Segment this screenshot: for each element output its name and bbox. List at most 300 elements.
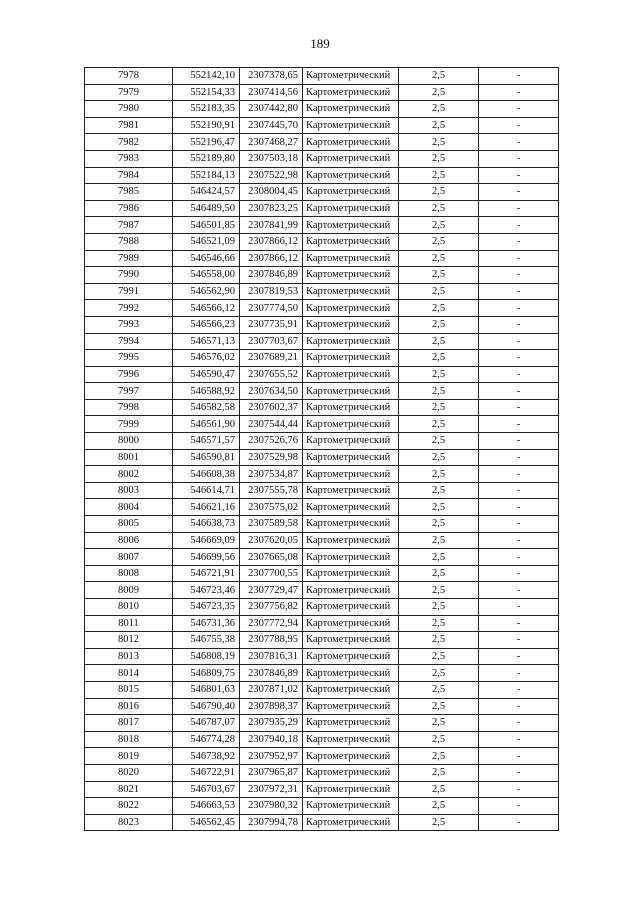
point-number-cell: 8004 <box>85 499 173 516</box>
table-row <box>85 333 559 350</box>
x-coordinate-cell: 546562,90 <box>173 283 240 300</box>
x-coordinate-cell: 546669,09 <box>173 532 240 549</box>
table-row <box>85 764 559 781</box>
accuracy-cell: 2,5 <box>399 416 479 433</box>
method-cell: Картометрический <box>303 267 399 284</box>
table-row <box>85 250 559 267</box>
description-cell: - <box>479 698 559 715</box>
page-number: 189 <box>310 36 330 51</box>
point-number-cell: 7981 <box>85 117 173 134</box>
y-coordinate-cell: 2307442,80 <box>240 101 303 118</box>
x-coordinate-cell: 546571,57 <box>173 433 240 450</box>
point-number-cell: 7999 <box>85 416 173 433</box>
table-row <box>85 366 559 383</box>
description-cell: - <box>479 433 559 450</box>
table-row <box>85 433 559 450</box>
point-number-cell: 8014 <box>85 665 173 682</box>
point-number-cell: 8007 <box>85 549 173 566</box>
accuracy-cell: 2,5 <box>399 532 479 549</box>
method-cell: Картометрический <box>303 764 399 781</box>
x-coordinate-cell: 546774,28 <box>173 731 240 748</box>
method-cell: Картометрический <box>303 615 399 632</box>
table-row <box>85 715 559 732</box>
point-number-cell: 8001 <box>85 449 173 466</box>
y-coordinate-cell: 2307952,97 <box>240 748 303 765</box>
x-coordinate-cell: 552142,10 <box>173 68 240 85</box>
method-cell: Картометрический <box>303 648 399 665</box>
x-coordinate-cell: 546638,73 <box>173 516 240 533</box>
table-row <box>85 449 559 466</box>
table-row <box>85 283 559 300</box>
point-number-cell: 8005 <box>85 516 173 533</box>
x-coordinate-cell: 546808,19 <box>173 648 240 665</box>
method-cell: Картометрический <box>303 167 399 184</box>
y-coordinate-cell: 2307935,29 <box>240 715 303 732</box>
point-number-cell: 8012 <box>85 632 173 649</box>
coordinates-table <box>84 67 559 831</box>
x-coordinate-cell: 546521,09 <box>173 233 240 250</box>
accuracy-cell: 2,5 <box>399 134 479 151</box>
point-number-cell: 7978 <box>85 68 173 85</box>
point-number-cell: 7998 <box>85 399 173 416</box>
x-coordinate-cell: 546703,67 <box>173 781 240 798</box>
description-cell: - <box>479 532 559 549</box>
accuracy-cell: 2,5 <box>399 499 479 516</box>
x-coordinate-cell: 546608,38 <box>173 466 240 483</box>
point-number-cell: 8011 <box>85 615 173 632</box>
description-cell: - <box>479 333 559 350</box>
x-coordinate-cell: 552190,91 <box>173 117 240 134</box>
point-number-cell: 7979 <box>85 84 173 101</box>
description-cell: - <box>479 366 559 383</box>
point-number-cell: 7982 <box>85 134 173 151</box>
accuracy-cell: 2,5 <box>399 383 479 400</box>
description-cell: - <box>479 731 559 748</box>
x-coordinate-cell: 546590,81 <box>173 449 240 466</box>
table-row <box>85 134 559 151</box>
method-cell: Картометрический <box>303 516 399 533</box>
accuracy-cell: 2,5 <box>399 715 479 732</box>
accuracy-cell: 2,5 <box>399 466 479 483</box>
point-number-cell: 7993 <box>85 316 173 333</box>
y-coordinate-cell: 2307445,70 <box>240 117 303 134</box>
y-coordinate-cell: 2307823,25 <box>240 200 303 217</box>
table-row <box>85 731 559 748</box>
y-coordinate-cell: 2307788,95 <box>240 632 303 649</box>
table-row <box>85 665 559 682</box>
y-coordinate-cell: 2307526,76 <box>240 433 303 450</box>
method-cell: Картометрический <box>303 433 399 450</box>
table-row <box>85 549 559 566</box>
method-cell: Картометрический <box>303 84 399 101</box>
y-coordinate-cell: 2307772,94 <box>240 615 303 632</box>
accuracy-cell: 2,5 <box>399 648 479 665</box>
method-cell: Картометрический <box>303 101 399 118</box>
x-coordinate-cell: 546566,23 <box>173 316 240 333</box>
table-row <box>85 781 559 798</box>
accuracy-cell: 2,5 <box>399 217 479 234</box>
description-cell: - <box>479 283 559 300</box>
point-number-cell: 8021 <box>85 781 173 798</box>
table-row <box>85 101 559 118</box>
accuracy-cell: 2,5 <box>399 333 479 350</box>
accuracy-cell: 2,5 <box>399 283 479 300</box>
method-cell: Картометрический <box>303 134 399 151</box>
description-cell: - <box>479 781 559 798</box>
method-cell: Картометрический <box>303 416 399 433</box>
description-cell: - <box>479 764 559 781</box>
table-row <box>85 648 559 665</box>
accuracy-cell: 2,5 <box>399 184 479 201</box>
x-coordinate-cell: 546590,47 <box>173 366 240 383</box>
x-coordinate-cell: 546731,36 <box>173 615 240 632</box>
x-coordinate-cell: 546723,35 <box>173 599 240 616</box>
method-cell: Картометрический <box>303 698 399 715</box>
y-coordinate-cell: 2307544,44 <box>240 416 303 433</box>
method-cell: Картометрический <box>303 549 399 566</box>
method-cell: Картометрический <box>303 565 399 582</box>
accuracy-cell: 2,5 <box>399 482 479 499</box>
accuracy-cell: 2,5 <box>399 117 479 134</box>
method-cell: Картометрический <box>303 68 399 85</box>
description-cell: - <box>479 416 559 433</box>
x-coordinate-cell: 546699,56 <box>173 549 240 566</box>
method-cell: Картометрический <box>303 150 399 167</box>
point-number-cell: 7980 <box>85 101 173 118</box>
x-coordinate-cell: 546621,16 <box>173 499 240 516</box>
method-cell: Картометрический <box>303 200 399 217</box>
point-number-cell: 7983 <box>85 150 173 167</box>
description-cell: - <box>479 449 559 466</box>
x-coordinate-cell: 546576,02 <box>173 350 240 367</box>
method-cell: Картометрический <box>303 599 399 616</box>
x-coordinate-cell: 546546,66 <box>173 250 240 267</box>
point-number-cell: 8008 <box>85 565 173 582</box>
point-number-cell: 8006 <box>85 532 173 549</box>
y-coordinate-cell: 2307529,98 <box>240 449 303 466</box>
y-coordinate-cell: 2307503,18 <box>240 150 303 167</box>
accuracy-cell: 2,5 <box>399 681 479 698</box>
method-cell: Картометрический <box>303 350 399 367</box>
point-number-cell: 7997 <box>85 383 173 400</box>
x-coordinate-cell: 546614,71 <box>173 482 240 499</box>
method-cell: Картометрический <box>303 748 399 765</box>
accuracy-cell: 2,5 <box>399 433 479 450</box>
y-coordinate-cell: 2307819,53 <box>240 283 303 300</box>
description-cell: - <box>479 184 559 201</box>
accuracy-cell: 2,5 <box>399 731 479 748</box>
table-row <box>85 267 559 284</box>
method-cell: Картометрический <box>303 233 399 250</box>
accuracy-cell: 2,5 <box>399 250 479 267</box>
point-number-cell: 7994 <box>85 333 173 350</box>
x-coordinate-cell: 546566,12 <box>173 300 240 317</box>
table-row <box>85 150 559 167</box>
method-cell: Картометрический <box>303 499 399 516</box>
description-cell: - <box>479 648 559 665</box>
method-cell: Картометрический <box>303 316 399 333</box>
point-number-cell: 8017 <box>85 715 173 732</box>
table-row <box>85 350 559 367</box>
point-number-cell: 7989 <box>85 250 173 267</box>
x-coordinate-cell: 546571,13 <box>173 333 240 350</box>
method-cell: Картометрический <box>303 184 399 201</box>
description-cell: - <box>479 715 559 732</box>
point-number-cell: 8013 <box>85 648 173 665</box>
y-coordinate-cell: 2307841,99 <box>240 217 303 234</box>
description-cell: - <box>479 565 559 582</box>
description-cell: - <box>479 316 559 333</box>
x-coordinate-cell: 546722,91 <box>173 764 240 781</box>
point-number-cell: 8022 <box>85 798 173 815</box>
table-row <box>85 482 559 499</box>
accuracy-cell: 2,5 <box>399 399 479 416</box>
y-coordinate-cell: 2307756,82 <box>240 599 303 616</box>
method-cell: Картометрический <box>303 466 399 483</box>
table-row <box>85 383 559 400</box>
y-coordinate-cell: 2308004,45 <box>240 184 303 201</box>
accuracy-cell: 2,5 <box>399 200 479 217</box>
method-cell: Картометрический <box>303 532 399 549</box>
accuracy-cell: 2,5 <box>399 599 479 616</box>
x-coordinate-cell: 546790,40 <box>173 698 240 715</box>
description-cell: - <box>479 399 559 416</box>
table-row <box>85 399 559 416</box>
y-coordinate-cell: 2307468,27 <box>240 134 303 151</box>
table-row <box>85 814 559 831</box>
accuracy-cell: 2,5 <box>399 300 479 317</box>
method-cell: Картометрический <box>303 449 399 466</box>
description-cell: - <box>479 233 559 250</box>
accuracy-cell: 2,5 <box>399 233 479 250</box>
point-number-cell: 8016 <box>85 698 173 715</box>
table-row <box>85 184 559 201</box>
method-cell: Картометрический <box>303 715 399 732</box>
point-number-cell: 8010 <box>85 599 173 616</box>
x-coordinate-cell: 546489,50 <box>173 200 240 217</box>
table-row <box>85 233 559 250</box>
y-coordinate-cell: 2307555,78 <box>240 482 303 499</box>
description-cell: - <box>479 150 559 167</box>
table-row <box>85 632 559 649</box>
y-coordinate-cell: 2307602,37 <box>240 399 303 416</box>
y-coordinate-cell: 2307729,47 <box>240 582 303 599</box>
table-row <box>85 698 559 715</box>
method-cell: Картометрический <box>303 366 399 383</box>
description-cell: - <box>479 101 559 118</box>
table-row <box>85 681 559 698</box>
description-cell: - <box>479 350 559 367</box>
y-coordinate-cell: 2307940,18 <box>240 731 303 748</box>
description-cell: - <box>479 499 559 516</box>
y-coordinate-cell: 2307522,98 <box>240 167 303 184</box>
method-cell: Картометрический <box>303 814 399 831</box>
y-coordinate-cell: 2307534,87 <box>240 466 303 483</box>
method-cell: Картометрический <box>303 250 399 267</box>
y-coordinate-cell: 2307414,56 <box>240 84 303 101</box>
description-cell: - <box>479 267 559 284</box>
y-coordinate-cell: 2307846,89 <box>240 665 303 682</box>
accuracy-cell: 2,5 <box>399 698 479 715</box>
table-row <box>85 200 559 217</box>
accuracy-cell: 2,5 <box>399 615 479 632</box>
table-row <box>85 499 559 516</box>
accuracy-cell: 2,5 <box>399 350 479 367</box>
y-coordinate-cell: 2307735,91 <box>240 316 303 333</box>
table-row <box>85 84 559 101</box>
description-cell: - <box>479 748 559 765</box>
description-cell: - <box>479 84 559 101</box>
x-coordinate-cell: 546755,38 <box>173 632 240 649</box>
point-number-cell: 7990 <box>85 267 173 284</box>
y-coordinate-cell: 2307689,21 <box>240 350 303 367</box>
table-row <box>85 599 559 616</box>
point-number-cell: 8000 <box>85 433 173 450</box>
point-number-cell: 8020 <box>85 764 173 781</box>
accuracy-cell: 2,5 <box>399 449 479 466</box>
x-coordinate-cell: 546723,46 <box>173 582 240 599</box>
method-cell: Картометрический <box>303 482 399 499</box>
method-cell: Картометрический <box>303 681 399 698</box>
accuracy-cell: 2,5 <box>399 68 479 85</box>
table-row <box>85 316 559 333</box>
y-coordinate-cell: 2307774,50 <box>240 300 303 317</box>
description-cell: - <box>479 250 559 267</box>
description-cell: - <box>479 167 559 184</box>
method-cell: Картометрический <box>303 283 399 300</box>
y-coordinate-cell: 2307871,02 <box>240 681 303 698</box>
x-coordinate-cell: 546582,58 <box>173 399 240 416</box>
y-coordinate-cell: 2307980,32 <box>240 798 303 815</box>
y-coordinate-cell: 2307866,12 <box>240 233 303 250</box>
description-cell: - <box>479 599 559 616</box>
y-coordinate-cell: 2307575,02 <box>240 499 303 516</box>
accuracy-cell: 2,5 <box>399 814 479 831</box>
table-row <box>85 748 559 765</box>
point-number-cell: 7988 <box>85 233 173 250</box>
y-coordinate-cell: 2307972,31 <box>240 781 303 798</box>
point-number-cell: 8002 <box>85 466 173 483</box>
point-number-cell: 8023 <box>85 814 173 831</box>
method-cell: Картометрический <box>303 399 399 416</box>
accuracy-cell: 2,5 <box>399 101 479 118</box>
description-cell: - <box>479 68 559 85</box>
y-coordinate-cell: 2307703,67 <box>240 333 303 350</box>
y-coordinate-cell: 2307898,37 <box>240 698 303 715</box>
description-cell: - <box>479 632 559 649</box>
y-coordinate-cell: 2307620,05 <box>240 532 303 549</box>
accuracy-cell: 2,5 <box>399 516 479 533</box>
y-coordinate-cell: 2307634,50 <box>240 383 303 400</box>
description-cell: - <box>479 117 559 134</box>
point-number-cell: 7987 <box>85 217 173 234</box>
x-coordinate-cell: 546801,63 <box>173 681 240 698</box>
description-cell: - <box>479 814 559 831</box>
y-coordinate-cell: 2307665,08 <box>240 549 303 566</box>
point-number-cell: 7984 <box>85 167 173 184</box>
x-coordinate-cell: 552154,33 <box>173 84 240 101</box>
point-number-cell: 7985 <box>85 184 173 201</box>
point-number-cell: 7995 <box>85 350 173 367</box>
x-coordinate-cell: 546721,91 <box>173 565 240 582</box>
table-row <box>85 466 559 483</box>
table-row <box>85 117 559 134</box>
y-coordinate-cell: 2307378,65 <box>240 68 303 85</box>
method-cell: Картометрический <box>303 333 399 350</box>
point-number-cell: 8015 <box>85 681 173 698</box>
y-coordinate-cell: 2307589,58 <box>240 516 303 533</box>
y-coordinate-cell: 2307965,87 <box>240 764 303 781</box>
accuracy-cell: 2,5 <box>399 565 479 582</box>
method-cell: Картометрический <box>303 798 399 815</box>
accuracy-cell: 2,5 <box>399 366 479 383</box>
point-number-cell: 8003 <box>85 482 173 499</box>
accuracy-cell: 2,5 <box>399 167 479 184</box>
x-coordinate-cell: 546558,00 <box>173 267 240 284</box>
description-cell: - <box>479 615 559 632</box>
x-coordinate-cell: 552196,47 <box>173 134 240 151</box>
y-coordinate-cell: 2307655,52 <box>240 366 303 383</box>
accuracy-cell: 2,5 <box>399 764 479 781</box>
method-cell: Картометрический <box>303 781 399 798</box>
description-cell: - <box>479 681 559 698</box>
x-coordinate-cell: 546738,92 <box>173 748 240 765</box>
point-number-cell: 7992 <box>85 300 173 317</box>
x-coordinate-cell: 546562,45 <box>173 814 240 831</box>
accuracy-cell: 2,5 <box>399 267 479 284</box>
y-coordinate-cell: 2307994,78 <box>240 814 303 831</box>
description-cell: - <box>479 582 559 599</box>
accuracy-cell: 2,5 <box>399 549 479 566</box>
table-row <box>85 217 559 234</box>
description-cell: - <box>479 217 559 234</box>
accuracy-cell: 2,5 <box>399 748 479 765</box>
point-number-cell: 7991 <box>85 283 173 300</box>
table-row <box>85 300 559 317</box>
table-row <box>85 798 559 815</box>
description-cell: - <box>479 200 559 217</box>
y-coordinate-cell: 2307866,12 <box>240 250 303 267</box>
x-coordinate-cell: 546588,92 <box>173 383 240 400</box>
method-cell: Картометрический <box>303 300 399 317</box>
y-coordinate-cell: 2307846,89 <box>240 267 303 284</box>
table-row <box>85 532 559 549</box>
description-cell: - <box>479 665 559 682</box>
table-row <box>85 167 559 184</box>
x-coordinate-cell: 546787,07 <box>173 715 240 732</box>
accuracy-cell: 2,5 <box>399 582 479 599</box>
accuracy-cell: 2,5 <box>399 781 479 798</box>
description-cell: - <box>479 482 559 499</box>
accuracy-cell: 2,5 <box>399 632 479 649</box>
method-cell: Картометрический <box>303 117 399 134</box>
method-cell: Картометрический <box>303 665 399 682</box>
table-row <box>85 582 559 599</box>
point-number-cell: 8018 <box>85 731 173 748</box>
x-coordinate-cell: 552184,13 <box>173 167 240 184</box>
method-cell: Картометрический <box>303 217 399 234</box>
table-row <box>85 615 559 632</box>
accuracy-cell: 2,5 <box>399 316 479 333</box>
point-number-cell: 8009 <box>85 582 173 599</box>
y-coordinate-cell: 2307816,31 <box>240 648 303 665</box>
x-coordinate-cell: 546424,57 <box>173 184 240 201</box>
x-coordinate-cell: 546809,75 <box>173 665 240 682</box>
accuracy-cell: 2,5 <box>399 798 479 815</box>
method-cell: Картометрический <box>303 383 399 400</box>
description-cell: - <box>479 134 559 151</box>
accuracy-cell: 2,5 <box>399 665 479 682</box>
